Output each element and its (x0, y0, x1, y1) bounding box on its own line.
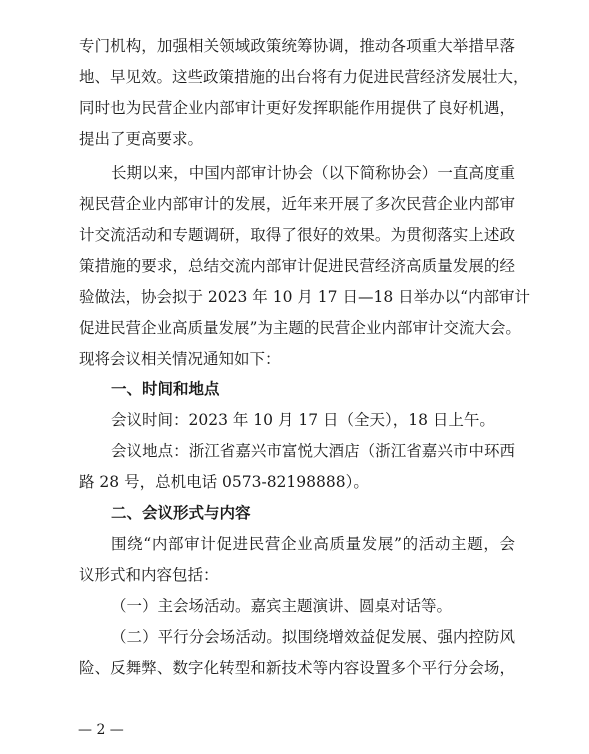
paragraph-2-line-2: 视民营企业内部审计的发展，近年来开展了多次民营企业内部审 (79, 195, 515, 213)
paragraph-2-line-1: 长期以来，中国内部审计协会（以下简称协会）一直高度重 (111, 164, 515, 182)
paragraph-2-line-7: 现将会议相关情况通知如下： (79, 350, 281, 368)
section-2-item-2-line-1: （二）平行分会场活动。拟围绕增效益促发展、强内控防风 (111, 628, 515, 646)
paragraph-1-line-4: 提出了更高要求。 (79, 130, 204, 148)
section-2-item-2-line-2: 险、反舞弊、数字化转型和新技术等内容设置多个平行分会场， (79, 659, 515, 677)
meeting-time: 会议时间：2023 年 10 月 17 日（全天），18 日上午。 (111, 411, 495, 429)
section-2-item-1: （一）主会场活动。嘉宾主题演讲、圆桌对话等。 (111, 597, 453, 615)
meeting-location-line-1: 会议地点：浙江省嘉兴市富悦大酒店（浙江省嘉兴市中环西 (111, 442, 515, 460)
paragraph-2-line-3: 计交流活动和专题调研，取得了很好的效果。为贯彻落实上述政 (79, 226, 515, 244)
paragraph-2-line-5: 验做法，协会拟于 2023 年 10 月 17 日—18 日举办以“内部审计 (79, 288, 531, 306)
section-2-intro-line-1: 围绕“内部审计促进民营企业高质量发展”的活动主题，会 (111, 535, 515, 553)
meeting-location-line-2: 路 28 号，总机电话 0573-82198888）。 (79, 473, 369, 491)
paragraph-1-line-2: 地、早见效。这些政策措施的出台将有力促进民营经济发展壮大， (79, 68, 529, 86)
page-number: — 2 — (78, 722, 124, 738)
section-2-intro-line-2: 议形式和内容包括： (79, 566, 219, 584)
section-2-heading: 二、会议形式与内容 (111, 504, 251, 522)
section-1-heading: 一、时间和地点 (111, 380, 220, 398)
paragraph-1-line-1: 专门机构，加强相关领域政策统筹协调，推动各项重大举措早落 (79, 37, 515, 55)
paragraph-2-line-4: 策措施的要求，总结交流内部审计促进民营经济高质量发展的经 (79, 257, 515, 275)
paragraph-2-line-6: 促进民营企业高质量发展”为主题的民营企业内部审计交流大会。 (79, 319, 521, 337)
paragraph-1-line-3: 同时也为民营企业内部审计更好发挥职能作用提供了良好机遇， (79, 99, 515, 117)
